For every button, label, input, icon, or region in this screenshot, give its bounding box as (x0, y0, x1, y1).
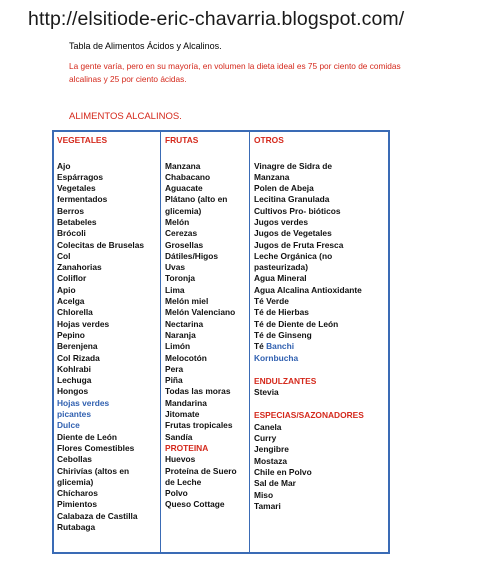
column-otros (249, 132, 388, 552)
list-item: Té de Hierbas (254, 307, 309, 318)
list-item: Agua Alcalina Antioxidante (254, 284, 362, 295)
list-item: Uvas (165, 262, 186, 273)
list-item: Kornbucha (254, 352, 299, 363)
list-item: Betabeles (57, 216, 97, 227)
list-item: Berros (57, 205, 84, 216)
column-header-frutas: FRUTAS (165, 135, 199, 145)
list-item: Leche Orgánica (no (254, 250, 333, 261)
list-item: Kohlrabi (57, 363, 91, 374)
endulzantes-list (254, 387, 388, 398)
list-item: Pepino (57, 329, 85, 340)
list-item: Tamari (254, 500, 281, 511)
list-item: Lecitina Granulada (254, 194, 330, 205)
list-item: Manzana (165, 160, 201, 171)
list-item: Polen de Abeja (254, 183, 314, 194)
list-item: Jugos de Fruta Fresca (254, 239, 344, 250)
list-item: Melón Valenciano (165, 307, 236, 318)
subheader-proteina: PROTEINA (165, 442, 209, 453)
list-item: Cebollas (57, 454, 92, 465)
list-item: Té de Diente de León (254, 318, 339, 329)
list-item: Grosellas (165, 239, 204, 250)
list-item: Toronja (165, 273, 196, 284)
list-item: Agua Mineral (254, 273, 307, 284)
list-item: Todas las moras (165, 386, 231, 397)
list-item: Hongos (57, 386, 89, 397)
list-item: glicemia) (57, 476, 94, 487)
list-item: Vegetales (57, 183, 96, 194)
list-item: Melón (165, 216, 190, 227)
list-item: Jugos verdes (254, 216, 308, 227)
list-item: Espárragos (57, 171, 104, 182)
list-item: Chirivías (altos en (57, 465, 130, 476)
list-item: Ajo (57, 160, 71, 171)
list-item: Dátiles/Higos (165, 250, 219, 261)
watermark-url: http://elsitiode-eric-chavarria.blogspot.com/ (28, 8, 405, 30)
list-item: Jugos de Vegetales (254, 228, 332, 239)
list-item: Huevos (165, 454, 196, 465)
list-item: Té de Ginseng (254, 329, 312, 340)
list-item: pasteurizada) (254, 262, 308, 273)
list-item: Coliflor (57, 273, 87, 284)
list-item: Dulce (57, 420, 80, 431)
list-item: Flores Comestibles (57, 442, 135, 453)
list-item: Hojas verdes (57, 397, 110, 408)
list-item: Limón (165, 341, 191, 352)
te-banchi: Banchi (266, 341, 295, 352)
document-title: Tabla de Alimentos Ácidos y Alcalinos. (69, 41, 222, 51)
list-item: Calabaza de Castilla (57, 510, 138, 521)
list-item: Diente de León (57, 431, 118, 442)
list-item: picantes (57, 409, 91, 420)
list-item: Aguacate (165, 183, 203, 194)
list-item: Chabacano (165, 171, 211, 182)
list-item: Vinagre de Sidra de (254, 160, 333, 171)
list-item: Acelga (57, 296, 85, 307)
subheader-especias: ESPECIAS/SAZONADORES (254, 410, 364, 421)
list-item: Zanahorias (57, 262, 102, 273)
list-item: Col (57, 250, 71, 261)
list-item: Lima (165, 284, 185, 295)
list-item: Canela (254, 421, 282, 432)
list-item: Cultivos Pro- bióticos (254, 205, 341, 216)
list-item: Piña (165, 375, 183, 386)
list-item: Berenjena (57, 341, 98, 352)
list-item: Melón miel (165, 296, 209, 307)
list-item: Pimientos (57, 499, 98, 510)
list-item: Col Rizada (57, 352, 100, 363)
list-item: Pera (165, 363, 184, 374)
list-item: Sandía (165, 431, 193, 442)
list-item: Chícharos (57, 488, 98, 499)
list-item: Frutas tropicales (165, 420, 233, 431)
list-item: Jitomate (165, 409, 200, 420)
list-item: Naranja (165, 329, 196, 340)
list-item: Plátano (alto en (165, 194, 228, 205)
frutas-list (165, 161, 249, 443)
list-item: Mandarina (165, 397, 207, 408)
section-heading: ALIMENTOS ALCALINOS. (69, 111, 182, 122)
alkaline-foods-table (52, 130, 390, 554)
list-item: Cerezas (165, 228, 198, 239)
list-item: Brócoli (57, 228, 86, 239)
list-item: Mostaza (254, 455, 288, 466)
list-item: Polvo (165, 488, 188, 499)
list-item: Queso Cottage (165, 499, 225, 510)
column-frutas (160, 132, 249, 552)
list-item: Melocotón (165, 352, 207, 363)
list-item: Proteína de Suero (165, 465, 237, 476)
list-item: Sal de Mar (254, 478, 296, 489)
list-item: Rutabaga (57, 522, 96, 532)
column-header-vegetales: VEGETALES (57, 135, 108, 145)
especias-list (254, 422, 388, 512)
list-item: Apio (57, 284, 76, 295)
list-item: Hojas verdes (57, 318, 110, 329)
list-item: Lechuga (57, 375, 92, 386)
proteina-list (165, 454, 249, 510)
list-item: Té Verde (254, 296, 289, 307)
list-item: de Leche (165, 476, 202, 487)
list-item: Chlorella (57, 307, 93, 318)
list-item: fermentados (57, 194, 108, 205)
list-item: Nectarina (165, 318, 204, 329)
column-header-otros: OTROS (254, 135, 284, 145)
vegetales-list (57, 161, 160, 534)
list-item: Stevia (254, 387, 279, 398)
subheader-endulzantes: ENDULZANTES (254, 375, 317, 386)
list-item: Miso (254, 489, 274, 500)
column-vegetales (54, 132, 160, 552)
list-item: Curry (254, 433, 277, 444)
intro-paragraph: La gente varía, pero en su mayoría, en volumen la dieta ideal es 75 por ciento de comidas alcalinas y 25 por ciento ácidas. (69, 61, 401, 84)
list-item: Chile en Polvo (254, 466, 312, 477)
list-item: glicemia) (165, 205, 202, 216)
otros-list (254, 161, 388, 342)
list-item: Jengibre (254, 444, 289, 455)
list-item: Manzana (254, 171, 290, 182)
list-item (254, 341, 388, 352)
list-item: Colecitas de Bruselas (57, 239, 145, 250)
te-prefix: Té (254, 341, 264, 352)
